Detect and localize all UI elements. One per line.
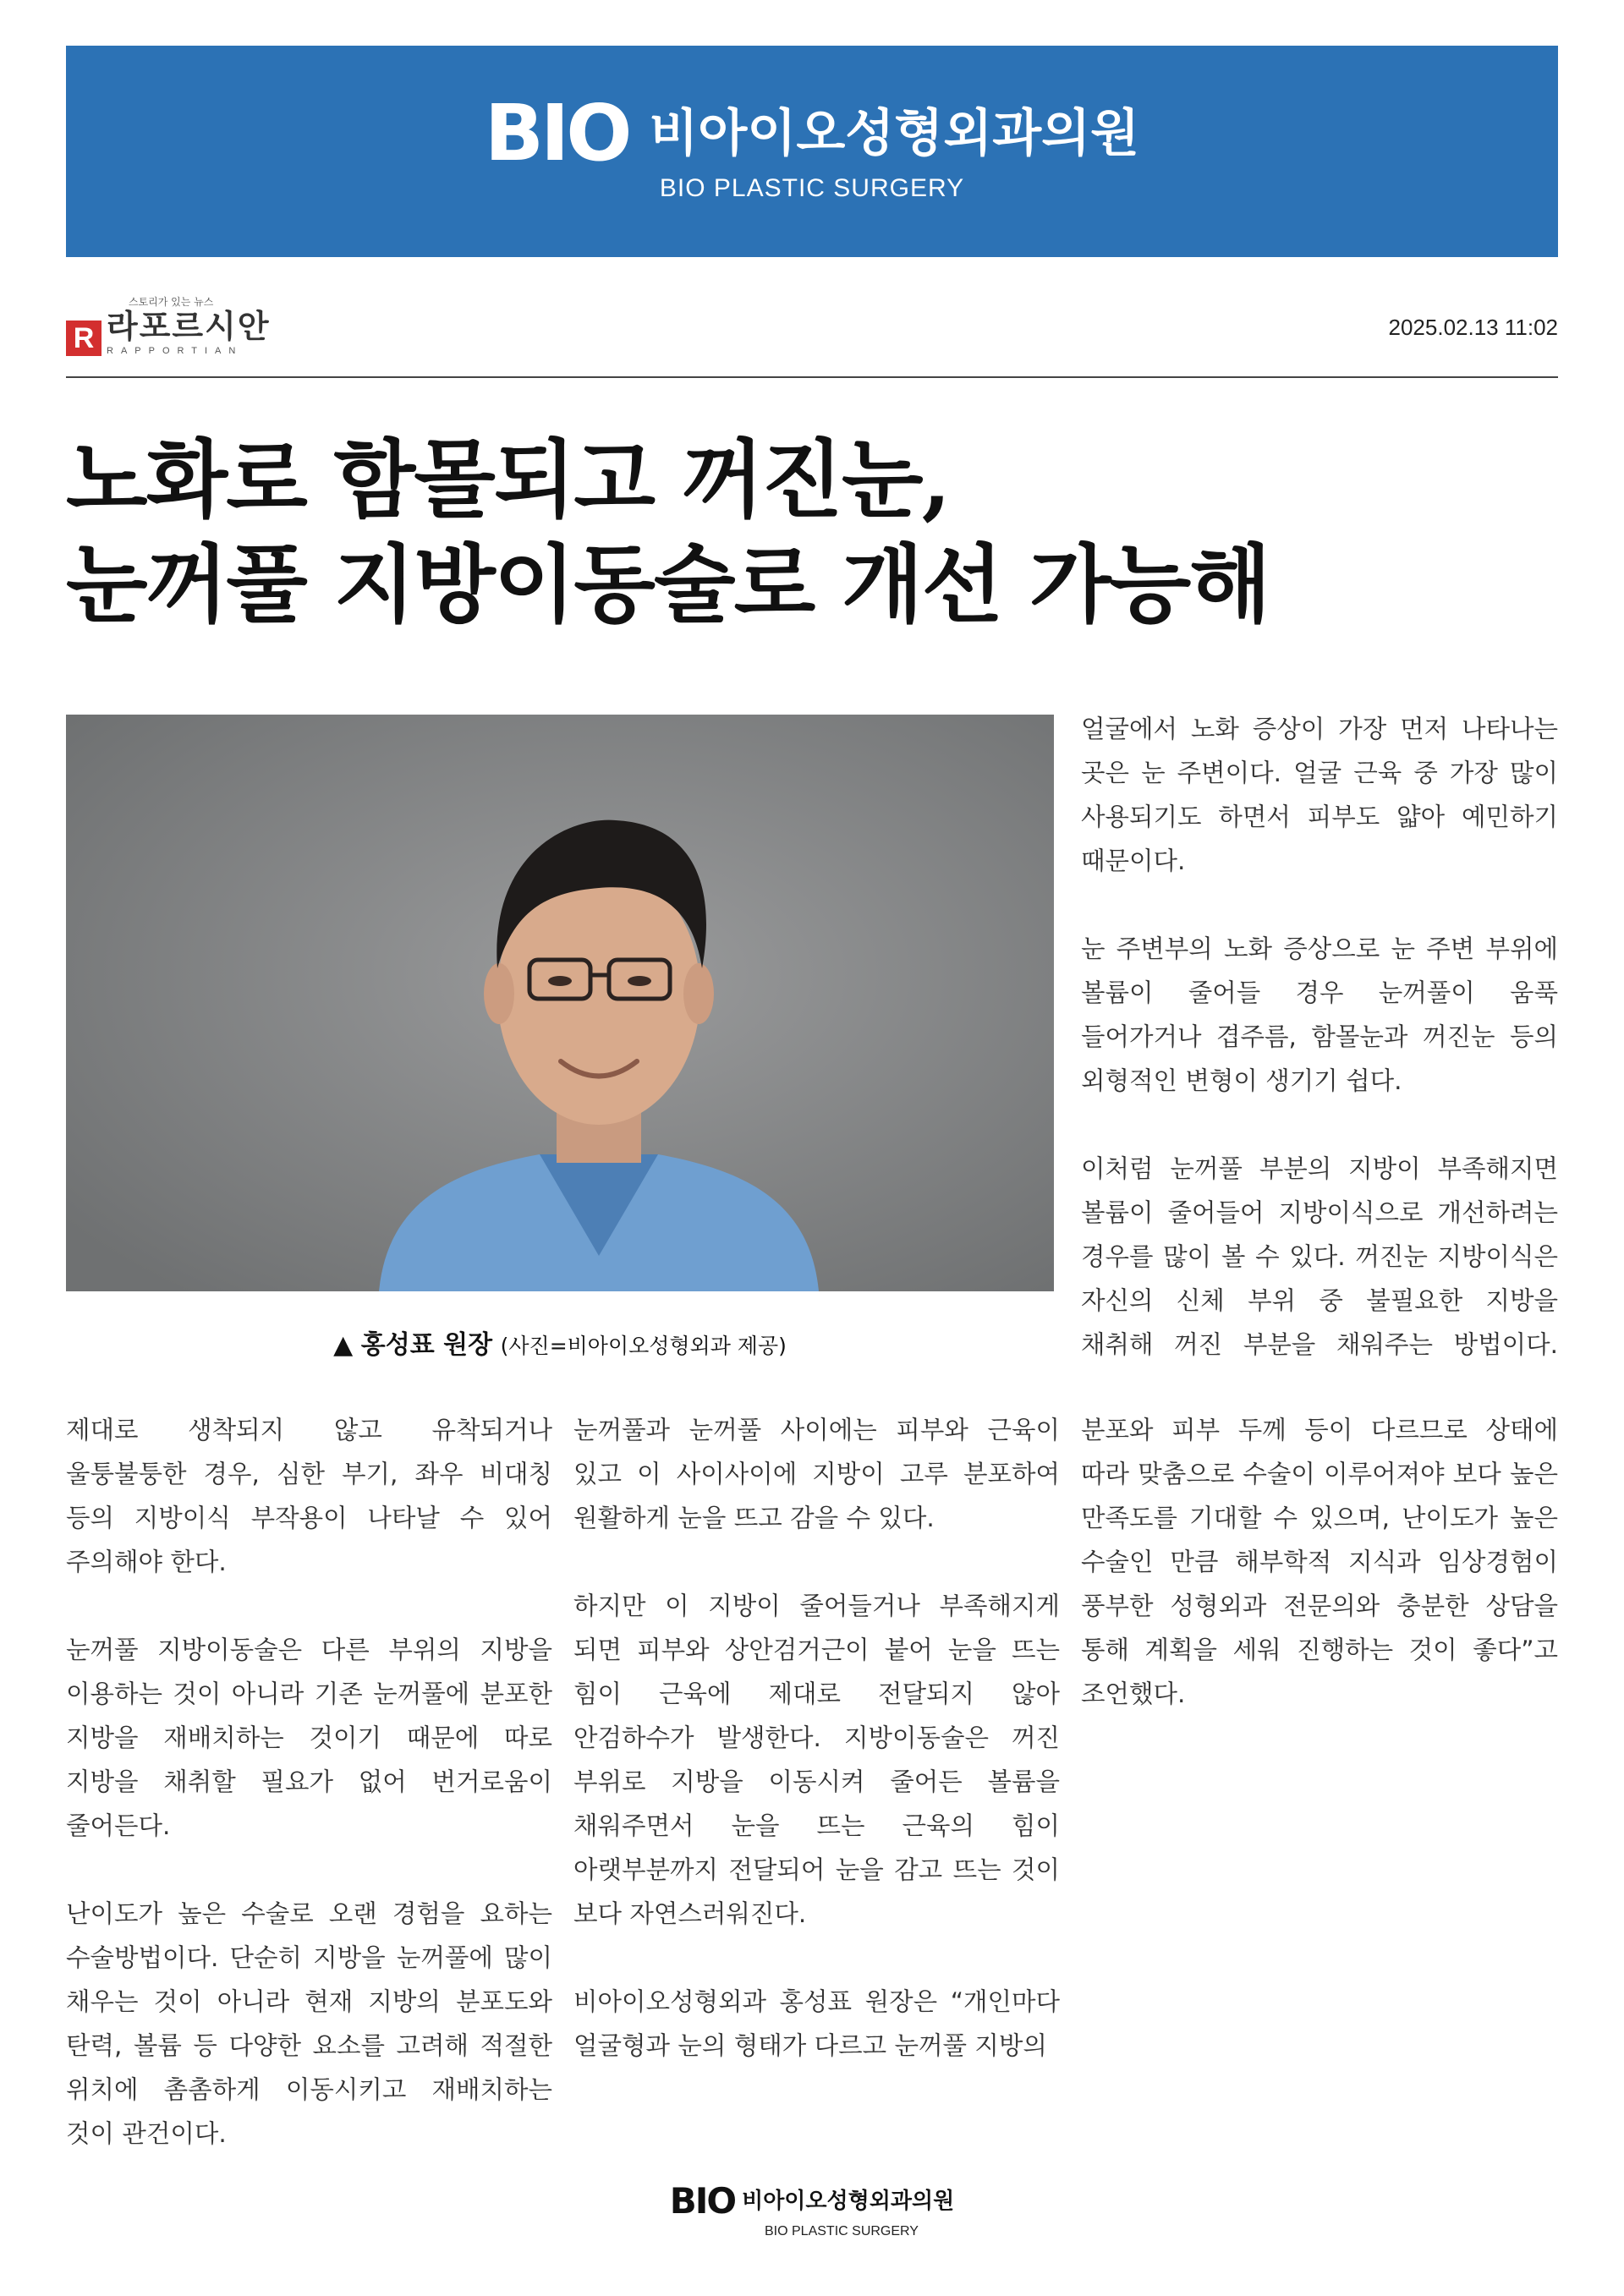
caption-marker: ▲ [333, 1330, 354, 1360]
headline-line-1: 노화로 함몰되고 꺼진눈, [66, 430, 950, 529]
paragraph: 하지만 이 지방이 줄어들거나 부족해지게 되면 피부와 상안검거근이 붙어 눈을 뜨는 힘이 근육에 제대로 전달되지 않아 안검하수가 발생한다. 지방이동술은 꺼진 부위로 지방을 이동시켜 줄어든 볼륨을 채워주면서 눈을 뜨는 근육의 힘이 아랫부분까지 전달되어 눈을 감고 뜨는 것이 보다 자연스러워진다. [573, 1592, 1060, 1928]
article-column-1 [66, 1408, 552, 2156]
article-headline [66, 427, 1558, 637]
footer-logo [0, 2180, 1624, 2239]
paragraph: 눈꺼풀과 눈꺼풀 사이에는 피부와 근육이 있고 이 사이사이에 지방이 고루 분포하여 원활하게 눈을 뜨고 감을 수 있다. [573, 1416, 1060, 1532]
article-column-2 [573, 1408, 1060, 2068]
paragraph: 비아이오성형외과 홍성표 원장은 “개인마다 얼굴형과 눈의 형태가 다르고 눈꺼풀 지방의 [573, 1987, 1060, 2060]
paragraph: 눈 주변부의 노화 증상으로 눈 주변 부위에 볼륨이 줄어들 경우 눈꺼풀이 움푹 들어가거나 겹주름, 함몰눈과 꺼진눈 등의 외형적인 변형이 생기기 쉽다. [1081, 934, 1558, 1095]
doctor-portrait-illustration [66, 715, 1054, 1291]
masthead [66, 281, 1558, 374]
paragraph: 눈꺼풀 지방이동술은 다른 부위의 지방을 이용하는 것이 아니라 기존 눈꺼풀에 분포한 지방을 재배치하는 것이기 때문에 따로 지방을 채취할 필요가 없어 번거로움이 줄어든다. [66, 1636, 552, 1840]
paragraph: 분포와 피부 두께 등이 다르므로 상태에 따라 맞춤으로 수술이 이루어져야 보다 높은 만족도를 기대할 수 있으며, 난이도가 높은 수술인 만큼 해부학적 지식과 임상경험이 풍부한 성형외과 전문의와 충분한 상담을 통해 계획을 세워 진행하는 것이 좋다”고 조언했다. [1081, 1416, 1558, 1708]
footer-clinic-name-ko: 비아이오성형외과의원 [742, 2189, 955, 2214]
doctor-photo [66, 715, 1054, 1291]
caption-name: 홍성표 원장 [360, 1330, 493, 1360]
publication-logo [66, 294, 271, 356]
paragraph: 제대로 생착되지 않고 유착되거나 울퉁불퉁한 경우, 심한 부기, 좌우 비대칭 등의 지방이식 부작용이 나타날 수 있어 주의해야 한다. [66, 1416, 552, 1576]
clinic-banner [66, 46, 1558, 257]
article-date: 2025.02.13 11:02 [1388, 315, 1558, 340]
publication-tagline: 스토리가 있는 뉴스 [129, 296, 214, 308]
caption-credit: (사진=비아이오성형외과 제공) [500, 1334, 787, 1358]
footer-clinic-name-en: BIO PLASTIC SURGERY [765, 2224, 919, 2238]
publication-name-en: RAPPORTIAN [107, 346, 244, 356]
banner-logo [66, 88, 1558, 178]
publication-logo-letter: R [66, 321, 102, 356]
article-column-3 [1081, 1408, 1558, 1716]
paragraph: 얼굴에서 노화 증상이 가장 먼저 나타나는 곳은 눈 주변이다. 얼굴 근육 중 가장 많이 사용되기도 하면서 피부도 얇아 예민하기 때문이다. [1081, 715, 1558, 875]
masthead-divider [66, 376, 1558, 378]
publication-name: 라포르시안 [107, 308, 271, 345]
paragraph: 이처럼 눈꺼풀 부분의 지방이 부족해지면 볼륨이 줄어들어 지방이식으로 개선하려는 경우를 많이 볼 수 있다. 꺼진눈 지방이식은 자신의 신체 부위 중 불필요한 지방을 채취해 꺼진 부분을 채워주는 방법이다. [1081, 1154, 1558, 1358]
footer-bio-mark: BIO [669, 2180, 736, 2222]
photo-caption [66, 1323, 1054, 1361]
headline-line-2: 눈꺼풀 지방이동술로 개선 가능해 [66, 534, 1270, 634]
bio-logo-mark: BIO [484, 88, 629, 178]
article-side-column [1081, 707, 1558, 1358]
clinic-name-en: BIO PLASTIC SURGERY [659, 174, 965, 202]
paragraph: 난이도가 높은 수술로 오랜 경험을 요하는 수술방법이다. 단순히 지방을 눈꺼풀에 많이 채우는 것이 아니라 현재 지방의 분포도와 탄력, 볼륨 등 다양한 요소를 고려해 적절한 위치에 촘촘하게 이동시키고 재배치하는 것이 관건이다. [66, 1899, 552, 2148]
clinic-name-ko: 비아이오성형외과의원 [649, 104, 1140, 163]
